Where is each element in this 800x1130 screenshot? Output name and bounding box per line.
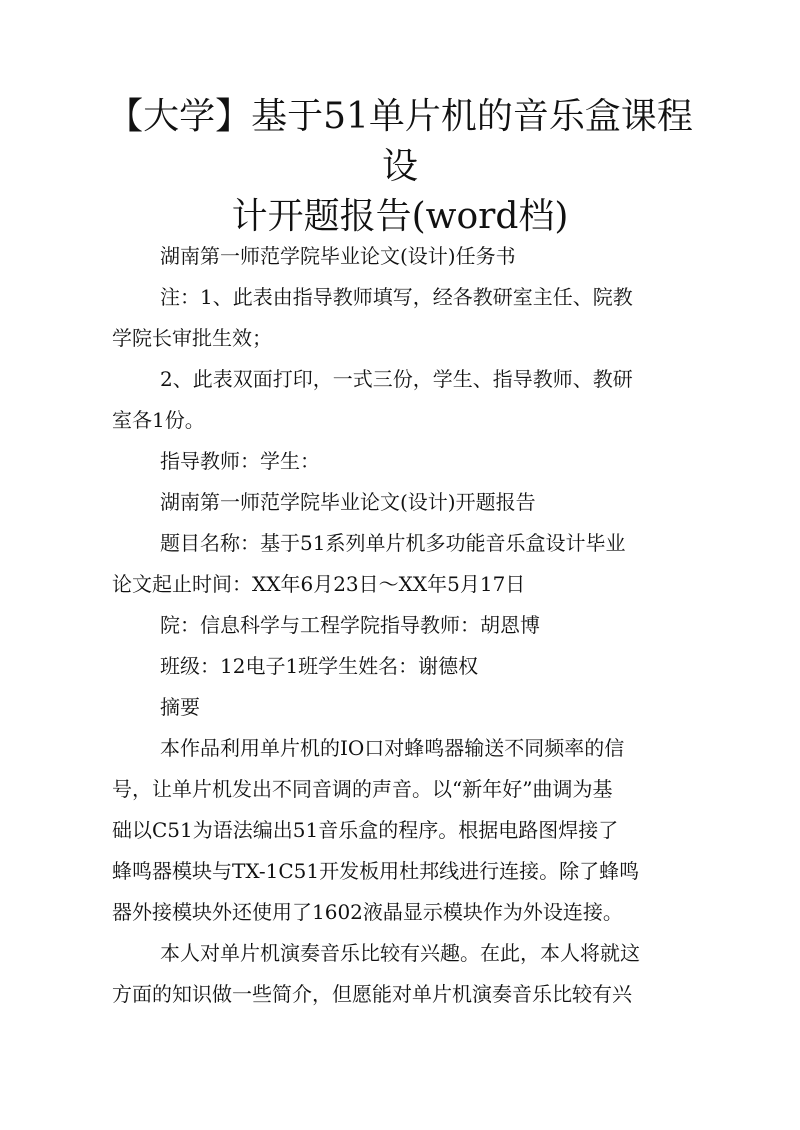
note-paragraph-1: 注：1、此表由指导教师填写，经各教研室主任、院教 学院长审批生效； — [112, 285, 633, 350]
topic-and-dates: 题目名称：基于51系列单片机多功能音乐盒设计毕业 论文起止时间：XX年6月23日～XX年5月17日 — [112, 531, 626, 596]
class-student-line: 班级：12电子1班学生姓名：谢德权 — [160, 654, 479, 678]
title-line: 计开题报告(word档) — [231, 196, 569, 237]
task-book-heading: 湖南第一师范学院毕业论文(设计)任务书 — [160, 244, 516, 268]
note-paragraph-2: 2、此表双面打印，一式三份，学生、指导教师、教研 室各1份。 — [112, 367, 633, 432]
proposal-heading: 湖南第一师范学院毕业论文(设计)开题报告 — [160, 490, 536, 514]
abstract-paragraph: 本作品利用单片机的IO口对蜂鸣器输送不同频率的信 号，让单片机发出不同音调的声音。以“新年好”曲调为基 础以C51为语法编出51音乐盒的程序。根据电路图焊接了 蜂鸣器模块与TX-1C51开发板用杜邦线进行连接。除了蜂鸣 器外接模块外还使用了1602液晶显示模块作为外设连接。 — [112, 736, 640, 924]
college-advisor-line: 院：信息科学与工程学院指导教师：胡恩博 — [160, 613, 540, 637]
abstract-heading: 摘要 — [160, 695, 200, 719]
advisor-student-line: 指导教师：学生： — [160, 449, 320, 473]
document-title — [100, 92, 700, 242]
title-line: 【大学】基于51单片机的音乐盒课程设 — [107, 96, 693, 187]
interest-paragraph: 本人对单片机演奏音乐比较有兴趣。在此，本人将就这 方面的知识做一些简介，但愿能对单片机演奏音乐比较有兴 — [112, 941, 640, 1006]
